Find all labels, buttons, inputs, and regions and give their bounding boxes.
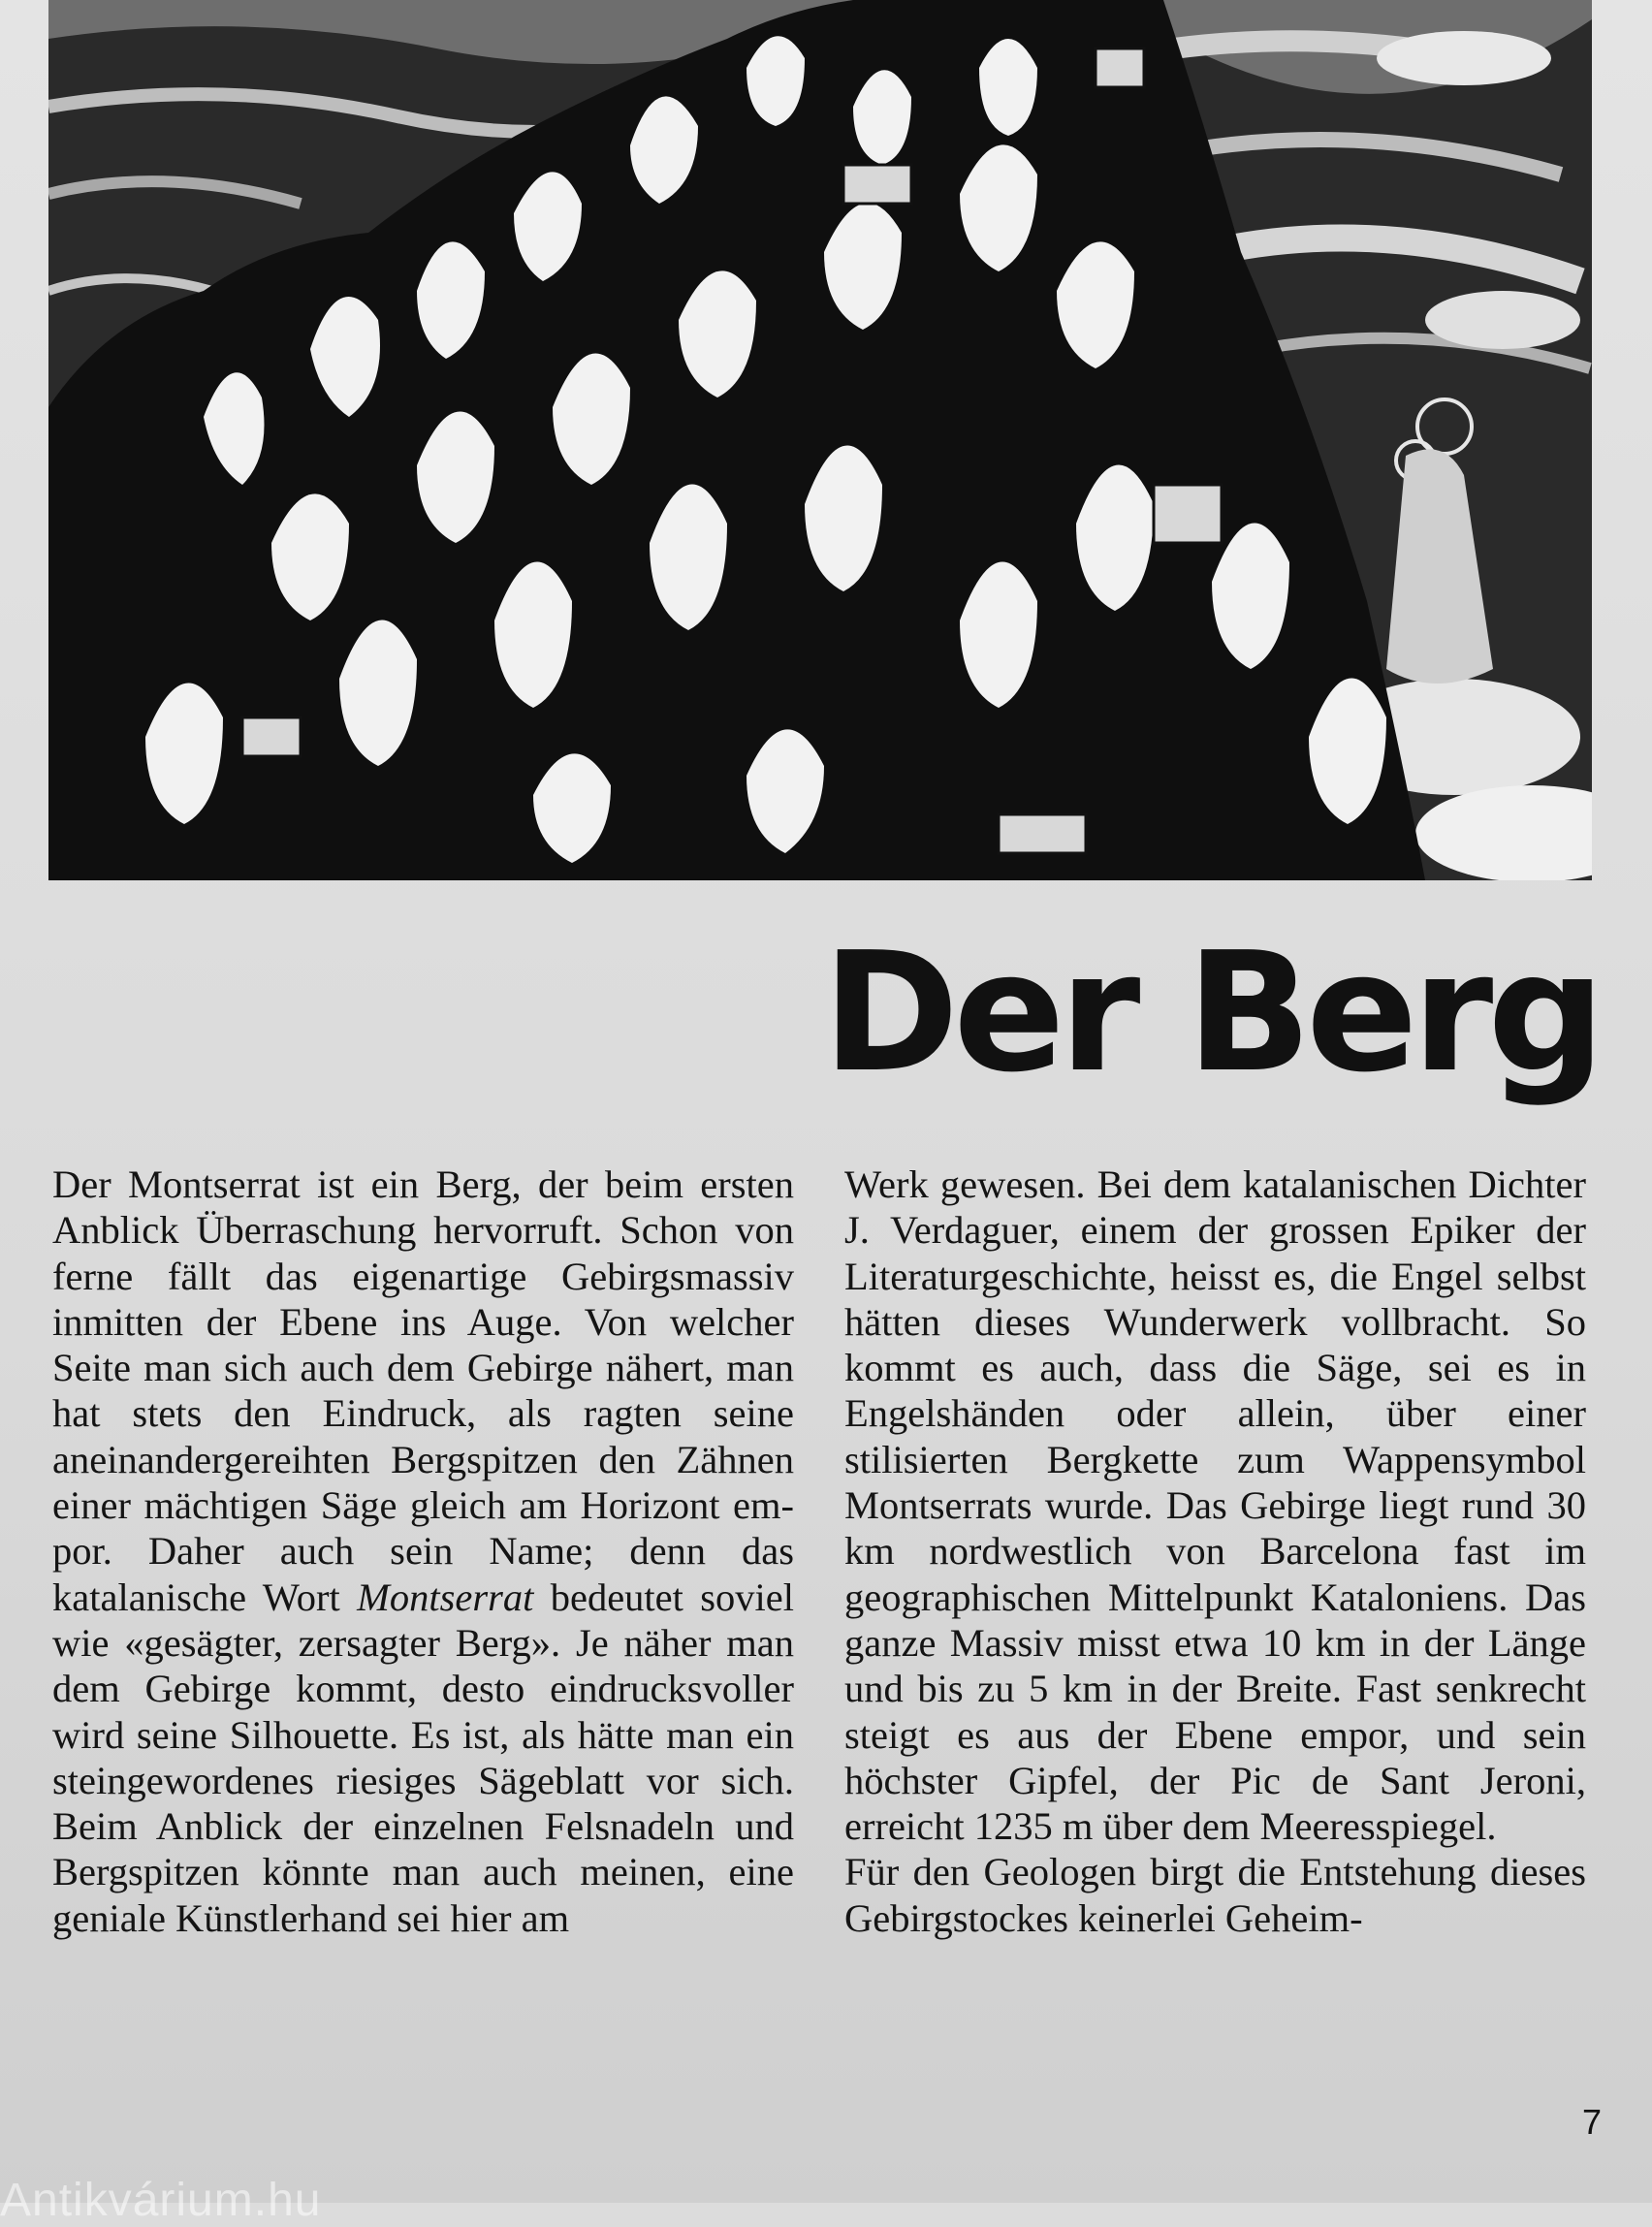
text-column-right xyxy=(844,1161,1586,1941)
paragraph: Für den Geologen birgt die Entstehung dieses Gebirgstockes keinerlei Geheim- xyxy=(844,1850,1586,1940)
text-column-left xyxy=(52,1161,794,1941)
mountain-illustration xyxy=(48,0,1592,880)
mountain-engraving-icon xyxy=(48,0,1592,880)
page-title: Der Berg xyxy=(822,917,1600,1109)
page-number: 7 xyxy=(1581,2102,1602,2142)
watermark: Antikvárium.hu xyxy=(0,2175,322,2226)
paragraph: Werk gewesen. Bei dem katalanischen Dichter J. Verdaguer, einem der grossen Epiker der Literaturgeschichte, heisst es, die Engel selbst hätten dieses Wunderwerk vollbracht. So kommt es auch, dass die Säge, sei es in Engelshänden oder allein, über einer stilisierten Bergkette zum Wappensymbol Montserrats wurde. Das Gebirge liegt rund 30 km nordwestlich von Barcelona fast im geographischen Mittelpunkt Kataloniens. Das ganze Massiv misst etwa 10 km in der Länge und bis zu 5 km in der Breite. Fast senkrecht steigt es aus der Ebene empor, und sein höchster Gipfel, der Pic de Sant Jeroni, erreicht 1235 m über dem Meeresspiegel. xyxy=(844,1162,1586,1849)
paragraph: Der Montserrat ist ein Berg, der beim ersten Anblick Überraschung hervorruft. Schon von ferne fällt das eigenartige Gebirgsmassiv inmitten der Ebene ins Auge. Von welcher Seite man sich auch dem Gebirge nähert, man hat stets den Eindruck, als ragten seine aneinandergereihten Bergspitzen den Zähnen einer mächtigen Säge gleich am Horizont empor. Daher auch sein Name; denn das katalanische Wort Montserrat bedeutet soviel wie «gesägter, zersagter Berg». Je näher man dem Gebirge kommt, desto eindrucksvoller wird seine Silhouette. Es ist, als hätte man ein steingewordenes riesiges Sägeblatt vor sich. Beim Anblick der einzelnen Felsnadeln und Bergspitzen könnte man auch meinen, eine geniale Künstlerhand sei hier am xyxy=(52,1162,794,1940)
emphasized-word: Montserrat xyxy=(357,1575,534,1619)
